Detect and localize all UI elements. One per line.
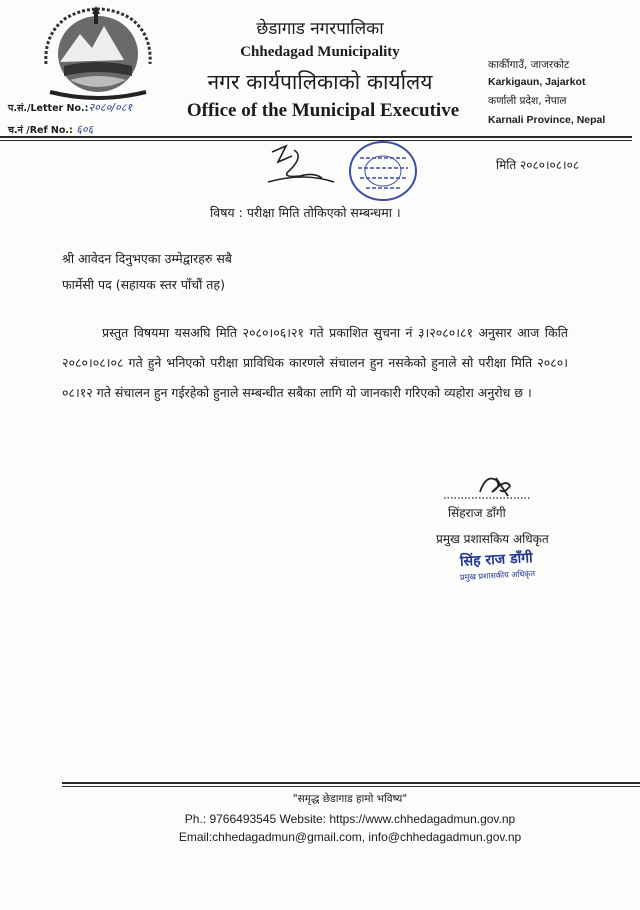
- nepal-emblem-logo: [40, 4, 156, 100]
- reference-number-label: च.नं /Ref No.:: [8, 125, 73, 136]
- office-name-english: Office of the Municipal Executive: [186, 100, 460, 121]
- letter-body: प्रस्तुत विषयमा यसअघि मिति २०८०।०६।२१ गते प्रकाशित सुचना नं ३।२०८०।८१ अनुसार आज किति २०८०।०८।०८ गते हुने भनिएको परीक्षा प्राविधिक कारणले संचालन हुन नसकेको हुनाले सो परीक्षा मिति २०८०।०८।१२ गते संचालन हुन गईरहेको हुनाले सम्बन्धीत सबैका लागि यो जानकारी गरिएको व्यहोरा अनुरोध छ ।: [62, 325, 568, 400]
- footer-phone-website: Ph.: 9766493545 Website: https://www.chhedagadmun.gov.np: [184, 812, 516, 826]
- name-stamp: सिंह राज डाँगी: [459, 550, 534, 570]
- address-nepali-line1: कार्कीगाउँ, जाजरकोट: [488, 59, 570, 71]
- footer-motto: "समृद्ध छेडागाड हामो भविष्य": [292, 793, 408, 805]
- footer-divider-thin: [62, 786, 640, 787]
- letter-subject: विषय : परीक्षा मिति तोकिएको सम्बन्धमा ।: [210, 205, 401, 220]
- letter-date: मिति २०८०।०८।०८: [496, 158, 580, 172]
- initials-signature: [264, 142, 344, 192]
- reference-number-value: ६०६: [76, 123, 94, 136]
- letter-number: [8, 100, 132, 115]
- address-english-line1: Karkigaun, Jajarkot: [488, 76, 586, 88]
- reference-number: [8, 122, 93, 137]
- addressee-line1: श्री आवेदन दिनुभएका उम्मेद्वारहरु सबै: [62, 251, 232, 266]
- municipality-name-nepali: छेडागाड नगरपालिका: [256, 19, 384, 39]
- letter-number-label: प.सं./Letter No.:: [8, 103, 89, 114]
- header-divider-thin: [0, 140, 632, 141]
- footer-email: Email:chhedagadmun@gmail.com, info@chhedagadmun.gov.np: [178, 830, 522, 844]
- address-nepali-line2: कर्णाली प्रदेश, नेपाल: [488, 95, 567, 107]
- office-name-nepali: नगर कार्यपालिकाको कार्यालय: [207, 70, 433, 94]
- signatory-title: प्रमुख प्रशासकिय अधिकृत: [436, 532, 549, 546]
- address-english-line2: Karnali Province, Nepal: [488, 114, 606, 126]
- footer-divider: [62, 782, 640, 784]
- signatory-name: सिंहराज डाँगी: [448, 506, 506, 520]
- header-divider: [0, 136, 632, 138]
- municipality-name-english: Chhedagad Municipality: [240, 44, 400, 60]
- handwritten-signature: [440, 470, 540, 504]
- letter-number-value: २०८०/०८१: [88, 101, 133, 114]
- addressee-line2: फार्मेसी पद (सहायक स्तर पाँचौं तह): [62, 277, 225, 292]
- office-round-stamp: [346, 138, 420, 204]
- name-stamp-title: प्रमुख प्रशासकीय अधिकृत: [459, 569, 536, 582]
